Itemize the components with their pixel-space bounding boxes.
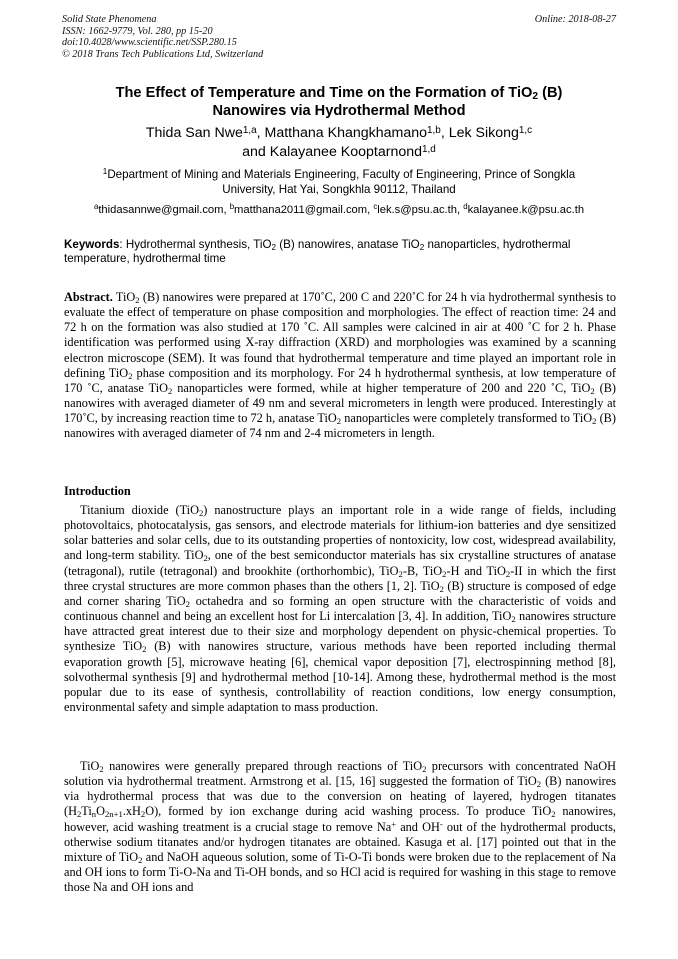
paper-title	[60, 84, 618, 120]
title-line-1: The Effect of Temperature and Time on the Formation of TiO$_2$ (B)	[115, 85, 563, 102]
online-date: Online: 2018-08-27	[534, 14, 616, 25]
section-heading-introduction: Introduction	[64, 484, 131, 498]
author-name: Kalayanee Kooptarnond	[269, 144, 423, 160]
email-link[interactable]: lek.s@psu.ac.th,	[377, 204, 464, 216]
keywords: Keywords: Hydrothermal synthesis, TiO$_2$ (B) nanowires, anatase TiO$_2$ nanoparticles, hydrothermal temperature, hydrothermal time	[64, 238, 571, 266]
abstract: Abstract. TiO$_2$ (B) nanowires were prepared at 170˚C, 200 C and 220˚C for 24 h via hydrothermal synthesis to evaluate the effect of temperature on phase composition and morphologies. The effect of reaction time: 24 and 72 h on the formation was also studied at 170 ˚C. All samples were calcined in air at 400 ˚C for 2 h. Phase identification was performed using X-ray diffraction (XRD) and morphologies was examined by a scanning electron microscope (SEM). It was found that hydrothermal temperature and time played an important role in defining TiO$_2$ phase composition and its morphology. For 24 h hydrothermal synthesis, at low temperature of 170 ˚C, anatase TiO$_2$ nanoparticles were formed, while at higher temperature of 200 and 220 ˚C, TiO$_2$ (B) nanowires with averaged diameter of 49 nm and several micrometers in length were produced. Interestingly at 170˚C, by increasing reaction time to 72 h, anatase TiO$_2$ nanoparticles were completely transformed to TiO$_2$ (B) nanowires with averaged diameter of 74 nm and 2-4 micrometers in length.	[64, 290, 617, 441]
journal-doi[interactable]: doi:10.4028/www.scientific.net/SSP.280.15	[62, 37, 237, 49]
journal-issn: ISSN: 1662-9779, Vol. 280, pp 15-20	[62, 25, 213, 37]
intro-paragraph-1: Titanium dioxide (TiO$_2$) nanostructure plays an important role in a wide range of fields, including photovoltaics, photocatalysis, gas sensors, and electrode materials for lithium-ion batteries and dye sensitized solar batteries and solar cells, due to its outstanding properties of nontoxicity, low cost, widespread availability, and long-term stability. TiO$_2$, one of the best semiconductor materials has six crystalline structures of anatase (tetragonal), rutile (tetragonal) and brookhite (orthorhombic), TiO$_2$-B, TiO$_2$-H and TiO$_2$-II in which the first three crystal structures are more common phases than the others [1, 2]. TiO$_2$ (B) structure is composed of edge and corner sharing TiO$_2$ octahedra and so forming an open structure with the characteristic of voids and continuous channel and being an excellent host for Li intercalation [3, 4]. In addition, TiO$_2$ nanowires structure have attracted great interest due to their size and morphology dependent on physic-chemical properties. To synthesize TiO$_2$ (B) with nanowires structure, various methods have been reported including thermal evaporation growth [5], microwave heating [6], chemical vapor deposition [7], electrospinning method [8], solvothermal synthesis [9] and hydrothermal method [10-14]. Among these, hydrothermal method is the most popular due to its ease of synthesis, controllability of reaction conditions, low energy consumption, environmental safety and simple adaptation to mass production.	[64, 503, 616, 715]
abstract-label: Abstract.	[64, 290, 113, 304]
author-name: Thida San Nwe	[145, 125, 243, 141]
email-link[interactable]: kalayanee.k@psu.ac.th	[467, 204, 585, 216]
keywords-label: Keywords	[64, 238, 120, 251]
author-list: Thida San Nwe$^{1,a}$, Matthana Khangkhamano$^{1,b}$, Lek Sikong$^{1,c}$ and Kalayanee Kooptarnond$^{1,d}$	[145, 125, 533, 160]
email-link[interactable]: thidasannwe@gmail.com,	[98, 204, 230, 216]
title-line-2: Nanowires via Hydrothermal Method	[212, 103, 466, 119]
intro-paragraph-2: TiO$_2$ nanowires were generally prepared through reactions of TiO$_2$ precursors with concentrated NaOH solution via hydrothermal treatment. Armstrong et al. [15, 16] suggested the formation of TiO$_2$ (B) nanowires via hydrothermal process that was due to the conversion on heating of layered, hydrogen titanates $(H_2Ti_nO_{2n+1}.xH_2O)$, formed by ion exchange during acid washing process. To produce TiO$_2$ nanowires, however, acid washing treatment is a crucial stage to remove Na+ and OH- out of the hydrothermal products, otherwise sodium titanates and/or hydrogen titanates are obtained. Kasuga et al. [17] pointed out that in the mixture of TiO$_2$ and NaOH aqueous solution, some of Ti-O-Ti bonds were broken due to the replacement of Na and OH ions to form Ti-O-Na and Ti-OH bonds, and so HCl acid is required for washing in this stage to remove those Na and OH ions and	[64, 759, 616, 895]
author-name: Lek Sikong	[448, 125, 519, 141]
email-link[interactable]: matthana2011@gmail.com,	[234, 204, 374, 216]
journal-copyright: © 2018 Trans Tech Publications Ltd, Switzerland	[62, 48, 264, 60]
journal-name: Solid State Phenomena	[62, 14, 157, 25]
author-name: Matthana Khangkhamano	[264, 125, 428, 141]
journal-header	[62, 14, 422, 60]
affiliation: $^1$Department of Mining and Materials Engineering, Faculty of Engineering, Prince of Songkla University, Hat Yai, Songkhla 90112, Thailand	[102, 167, 576, 196]
author-emails: $^a$thidasannwe@gmail.com, $^b$matthana2011@gmail.com, $^c$lek.s@psu.ac.th, $^d$kalayanee.k@psu.ac.th	[93, 202, 585, 216]
